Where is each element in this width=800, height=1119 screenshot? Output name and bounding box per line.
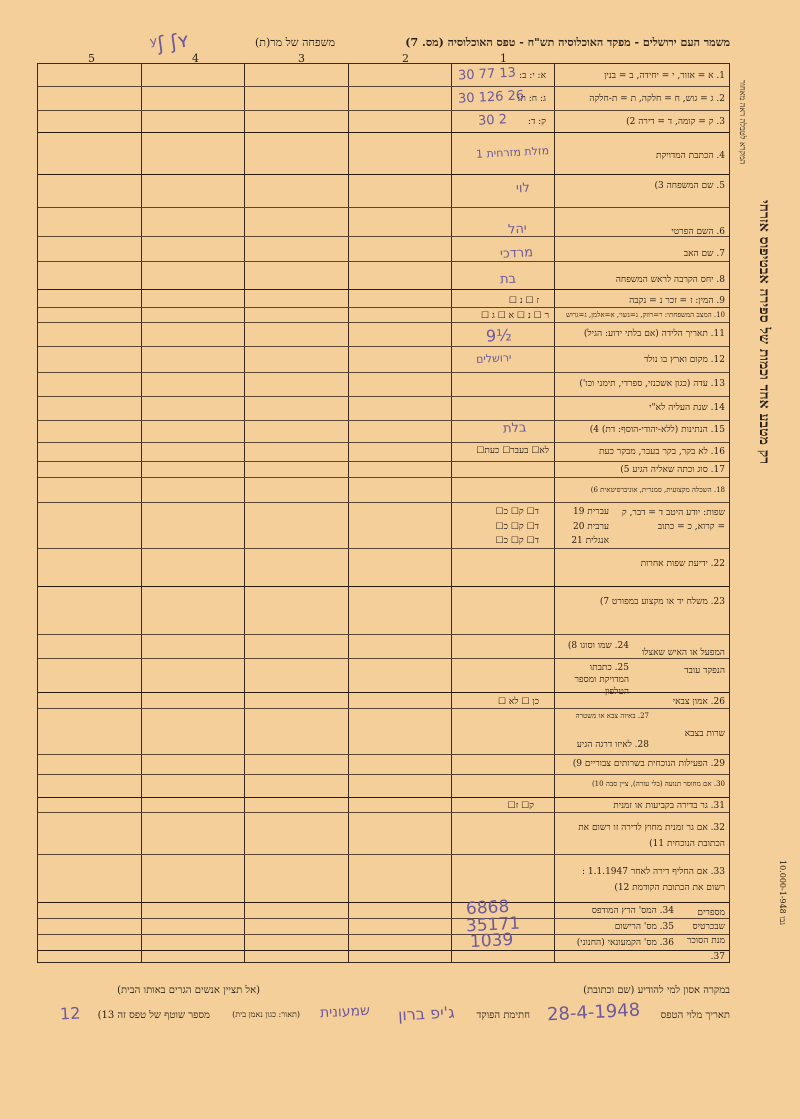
row-label-30: 30. אם מחוסר תנועה (בלי עזרה), ציין סבה 10)	[591, 780, 725, 788]
hand-row12: ירושלים	[475, 351, 512, 366]
footer-house-label: (תאור: כגון נאמן בית)	[232, 1010, 300, 1019]
row-label-34: 34. המס' הרץ המודפס	[591, 906, 674, 916]
hand-row11: 9½	[485, 325, 513, 346]
hand-row34: 6868	[465, 896, 510, 920]
hand-row35: 35171	[465, 913, 521, 937]
row-label-17: 17. סוג וכתה שאליה הגיע 5)	[620, 465, 725, 475]
row-label-6: 6. השם הפרטי	[671, 227, 725, 237]
row-label-28: 28. לאיזו דרגה הגיע	[576, 740, 649, 750]
col-opts-row26: כן ☐ לא ☐	[497, 697, 539, 707]
row-label-33: 33. אם החליף דירה לאחר 1.1.1947 : רשום את הכתובת הקודמת 12)	[581, 867, 725, 893]
row-label-26: 26. אמון צבאי	[672, 697, 725, 707]
col-opts-row2: ג: ח: ת:	[517, 94, 546, 104]
col-opts-row19: ד☐ ק☐ כ☐	[495, 507, 539, 517]
row-label-20: ערבית 20	[572, 522, 609, 532]
row-label-13: 13. עדה (כגון אשכנזי, ספרדי, תימני וכו')	[579, 379, 725, 389]
row-label-29: 29. הפעילות הנוכחית בשרותים צבוריים 9)	[572, 759, 725, 769]
footer-emergency-note: (אל תציין אנשים הגרים באותו הבית)	[117, 985, 260, 996]
numbers-label: מספרים שבכרטיס מנת הסוכר	[686, 908, 725, 946]
handwritten-header-mark: ʸʃ ʃʏ	[148, 27, 191, 57]
col-opts-row9: ז ☐ נ ☐	[508, 296, 539, 306]
hand-row4: מזלת מזרחית 1	[475, 144, 550, 161]
vertical-small-text: המקרא לטבלה ראה מאחור	[738, 80, 747, 165]
col-opts-row21: ד☐ ק☐ כ☐	[495, 536, 539, 546]
hand-row7: מרדכי	[499, 245, 534, 262]
print-code: גבו 10.000-1-948	[778, 860, 787, 925]
row-label-9: 9. המין: ז = זכר נ = נקבה	[629, 296, 725, 306]
form-grid	[37, 63, 730, 963]
col-opts-row1: א: י: ב:	[519, 71, 546, 81]
footer-count-label: מספר שוטף של טפס זה 13)	[97, 1010, 210, 1021]
col-opts-row31: ק☐ ז☐	[507, 801, 534, 811]
footer-emergency-label: במקרה אסון למי להודיע (שם וכתובת)	[583, 985, 730, 996]
col-opts-row10: ר ☐ נ ☐ א ☐ ג ☐	[480, 311, 549, 321]
footer-house-value: שמעונית	[319, 1002, 371, 1022]
side-margin	[734, 80, 794, 960]
hand-row15: בלת	[502, 420, 527, 437]
row-label-12: 12. מקום וארץ בו נולד	[643, 355, 725, 365]
hand-row6: יהל	[507, 221, 528, 238]
vertical-main-text: רק מטבע אחד וכמות של ספירה אבטיפוס אזרחי	[756, 200, 772, 465]
col-num-5: 5	[88, 52, 95, 65]
hand-row3: 30 2	[477, 112, 508, 129]
family-label: משפחה של מר(ת)	[254, 36, 335, 49]
row-label-19: עברית 19	[572, 507, 609, 517]
row-label-37: 37.	[710, 952, 725, 962]
col-num-2: 2	[402, 52, 409, 65]
row-label-11: 11. תאריך הלידה (אם בלתי ידוע: הגיל)	[583, 329, 725, 339]
row-label-10: 10. המצב המשפחתי: ר=רווק, נ=נשוי, א=אלמן, ג=גרוש	[565, 311, 725, 319]
row-label-1: 1. א = אזור, י = יחידה, ב = בנין	[604, 71, 725, 81]
employer-label: המפעל או האיש שאצלו הנפקד עובד	[641, 648, 725, 676]
row-label-23: 23. משלח יד או מקצוע במפורט 7)	[599, 597, 725, 607]
hand-row2: 30 126 26	[457, 88, 525, 107]
military-label: שרות בצבא	[684, 729, 725, 739]
row-label-8: 8. יחס הקרבה לראש המשפחה	[615, 275, 725, 285]
hand-row1: 30 77 13	[457, 65, 517, 84]
col-num-4: 4	[192, 52, 199, 65]
row-label-16: 16. לא בקר, בקר בעבר, מבקר כעת	[598, 447, 725, 457]
row-label-32: 32. אם גר זמנית מחוץ לדירה זו רשום את הכתובת הנוכחית 11)	[578, 823, 725, 849]
hand-row36: 1039	[469, 929, 514, 953]
languages-label: שפות: יודע היטב ד = דבר, ק = קרוא, כ = כתוב	[621, 508, 725, 532]
row-label-35: 35. מס' הרישום	[614, 922, 674, 932]
footer-sign-value: ג'יפ ברון	[397, 1002, 456, 1025]
row-label-15: 15. הנתינות (ללא-יהודי-הוסף: דת) 4)	[589, 425, 725, 435]
row-label-24: 24. שמו וסוגו 8)	[567, 641, 629, 651]
col-opts-row20: ד☐ ק☐ כ☐	[495, 522, 539, 532]
footer-date-value: 28-4-1948	[546, 999, 641, 1026]
col-num-1: 1	[500, 52, 507, 65]
row-label-18: 18. השכלה מקצועית, סמנרית, אוניברסיטאית 6)	[590, 486, 725, 494]
col-opts-row16: לא☐ בעבר☐ כעת☐	[476, 446, 549, 456]
row-label-21: אנגלית 21	[571, 536, 609, 546]
row-label-36: 36. מס' הקמעונאי (החנוני)	[576, 938, 674, 948]
row-label-7: 7. שם האב	[683, 249, 725, 259]
hand-row5: לוי	[515, 180, 531, 197]
hand-row8: בת	[499, 271, 517, 288]
footer-count-value: 12	[59, 1003, 81, 1024]
row-label-27: 27. באיזה צבא או משטרה	[575, 712, 649, 720]
row-label-3: 3. ק = קומה, ד = דירה 2)	[626, 117, 725, 127]
row-label-2: 2. ג = גוש, ח = חלקה, ת = ת-חלקה	[589, 94, 725, 104]
row-label-4: 4. הכתבת המדויקת	[655, 151, 725, 161]
footer-sign-label: חתימת הפוקד	[476, 1010, 530, 1021]
row-label-14: 14. שנת העליה לא"י	[649, 403, 725, 413]
form-title: משמר העם ירושלים - מפקד האוכלוסיה תש"ח - טפס האוכלוסיה (מס. 7)	[405, 36, 730, 49]
row-label-5: 5. שם המשפחה 3)	[654, 181, 725, 191]
row-label-31: 31. גר בדירה בקביעות או זמנית	[613, 801, 725, 811]
row-label-22: 22. ידיעת שפות אחרות	[640, 559, 725, 569]
footer-date-label: תאריך מלוי הטפס	[660, 1010, 730, 1021]
col-num-3: 3	[298, 52, 305, 65]
col-opts-row3: ק: ד:	[527, 117, 546, 127]
row-label-25: 25. כתבתו המדויקת ומספר הטלפון	[574, 663, 629, 697]
